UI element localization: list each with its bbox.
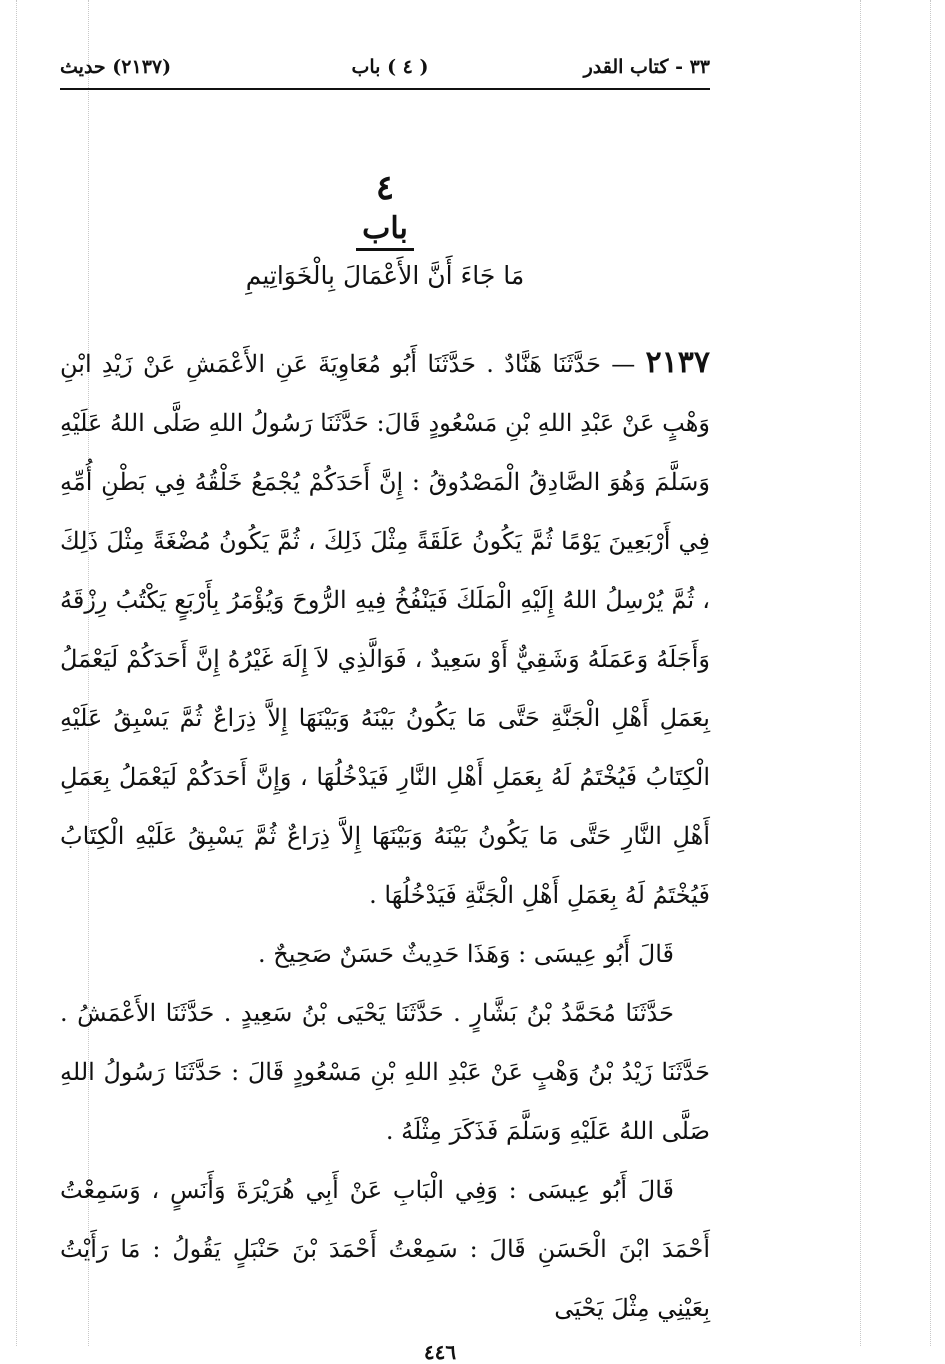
- scan-edge-line: [16, 0, 17, 1346]
- book-page: [60, 40, 710, 1364]
- scan-edge-line: [860, 0, 861, 1346]
- commentary-paragraph: قَالَ أَبُو عِيسَى : وَهَذَا حَدِيثٌ حَسَنٌ صَحِيحٌ .: [257, 940, 674, 968]
- page-number: ٤٤٦: [423, 1340, 457, 1364]
- header-book-title: ٣٣ - كتاب القدر: [583, 56, 710, 78]
- chapter-title: مَا جَاءَ أَنَّ الأَعْمَالَ بِالْخَوَاتِيمِ: [245, 261, 525, 290]
- chapter-number: ٤: [375, 168, 395, 208]
- scan-edge-line: [930, 0, 931, 1346]
- running-header: [60, 40, 710, 90]
- commentary-paragraph: قَالَ أَبُو عِيسَى : وَفِي الْبَابِ عَنْ أَبِي هُرَيْرَةَ وَأَنَسٍ ، وَسَمِعْتُ أَحْمَدَ ابْنَ الْحَسَنِ قَالَ : سَمِعْتُ أَحْمَدَ بْنَ حَنْبَلٍ يَقُولُ : مَا رَأَيْتُ بِعَيْنِي مِثْلَ يَحْيَى: [60, 1176, 710, 1322]
- chapter-heading: [60, 168, 710, 297]
- header-chapter: ( ٤ ) باب: [351, 56, 429, 78]
- hadith-number: ٢١٣٧: [645, 345, 710, 380]
- header-hadith-number: (٢١٣٧) حديث: [60, 56, 172, 78]
- isnad-paragraph: حَدَّثَنَا مُحَمَّدُ بْنُ بَشَّارٍ . حَدَّثَنَا يَحْيَى بْنُ سَعِيدٍ . حَدَّثَنَا الأَعْمَشُ . حَدَّثَنَا زَيْدُ بْنُ وَهْبٍ عَنْ عَبْدِ اللهِ بْنِ مَسْعُودٍ قَالَ : حَدَّثَنَا رَسُولُ اللهِ صَلَّى اللهُ عَلَيْهِ وَسَلَّمَ فَذَكَرَ مِثْلَهُ .: [60, 999, 710, 1145]
- hadith-text: — حَدَّثَنَا هَنَّادٌ . حَدَّثَنَا أَبُو مُعَاوِيَةَ عَنِ الأَعْمَشِ عَنْ زَيْدِ ابْنِ وَهْبٍ عَنْ عَبْدِ اللهِ بْنِ مَسْعُودٍ قَالَ: حَدَّثَنَا رَسُولُ اللهِ صَلَّى اللهُ عَلَيْهِ وَسَلَّمَ وَهُوَ الصَّادِقُ الْمَصْدُوقُ : إِنَّ أَحَدَكُمْ يُجْمَعُ خَلْقُهُ فِي بَطْنِ أُمِّهِ فِي أَرْبَعِينَ يَوْمًا ثُمَّ يَكُونُ عَلَقَةً مِثْلَ ذَلِكَ ، ثُمَّ يَكُونُ مُضْغَةً مِثْلَ ذَلِكَ ، ثُمَّ يُرْسِلُ اللهُ إِلَيْهِ الْمَلَكَ فَيَنْفُخُ فِيهِ الرُّوحَ وَيُؤْمَرُ بِأَرْبَعٍ يَكْتُبُ رِزْقَهُ وَأَجَلَهُ وَعَمَلَهُ وَشَقِيٌّ أَوْ سَعِيدٌ ، فَوَالَّذِي لاَ إِلَهَ غَيْرُهُ إِنَّ أَحَدَكُمْ لَيَعْمَلُ بِعَمَلِ أَهْلِ الْجَنَّةِ حَتَّى مَا يَكُونُ بَيْنَهُ وَبَيْنَهَا إِلاَّ ذِرَاعٌ ثُمَّ يَسْبِقُ عَلَيْهِ الْكِتَابُ فَيُخْتَمُ لَهُ بِعَمَلِ أَهْلِ النَّارِ فَيَدْخُلُهَا ، وَإِنَّ أَحَدَكُمْ لَيَعْمَلُ بِعَمَلِ أَهْلِ النَّارِ حَتَّى مَا يَكُونُ بَيْنَهُ وَبَيْنَهَا إِلاَّ ذِرَاعٌ ثُمَّ يَسْبِقُ عَلَيْهِ الْكِتَابُ فَيُخْتَمُ لَهُ بِعَمَلِ أَهْلِ الْجَنَّةِ فَيَدْخُلُهَا .: [60, 350, 710, 909]
- hadith-paragraph: [60, 333, 710, 925]
- body-text: [60, 333, 710, 1338]
- chapter-word: باب: [356, 212, 414, 251]
